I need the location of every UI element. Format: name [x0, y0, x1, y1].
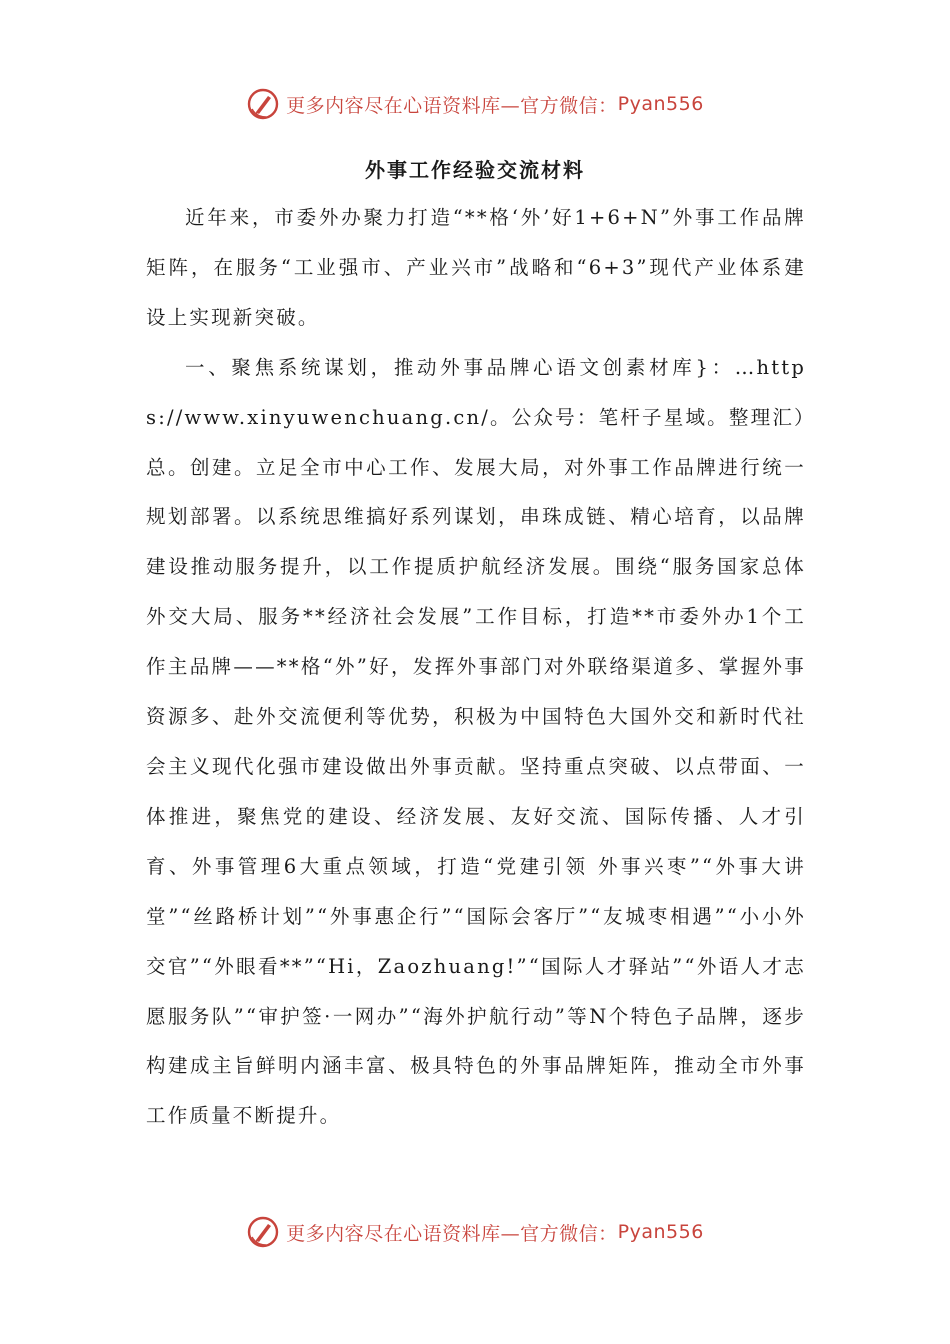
- paragraph-intro: 近年来，市委外办聚力打造“**格‘外’好1+6+N”外事工作品牌矩阵，在服务“工业强市、产业兴市”战略和“6+3”现代产业体系建设上实现新突破。: [146, 206, 806, 329]
- footer-watermark: [0, 1212, 950, 1252]
- header-watermark: [0, 84, 950, 124]
- watermark-text: 更多内容尽在心语资料库—官方微信：: [286, 1222, 618, 1245]
- watermark-text: 更多内容尽在心语资料库—官方微信：: [286, 94, 618, 117]
- pen-circle-logo-icon: [246, 1215, 280, 1249]
- paragraph-section-one: 一、聚焦系统谋划，推动外事品牌心语文创素材库}：…https://www.xinyuwenchuang.cn/。公众号：笔杆子星域。整理汇）总。创建。立足全市中心工作、发展大局，对外事工作品牌进行统一规划部署。以系统思维搞好系列谋划，串珠成链、精心培育，以品牌建设推动服务提升，以工作提质护航经济发展。围绕“服务国家总体外交大局、服务**经济社会发展”工作目标，打造**市委外办1个工作主品牌——**格“外”好，发挥外事部门对外联络渠道多、掌握外事资源多、赴外交流便利等优势，积极为中国特色大国外交和新时代社会主义现代化强市建设做出外事贡献。坚持重点突破、以点带面、一体推进，聚焦党的建设、经济发展、友好交流、国际传播、人才引育、外事管理6大重点领域，打造“党建引领 外事兴枣”“外事大讲堂”“丝路桥计划”“外事惠企行”“国际会客厅”“友城枣相遇”“小小外交官”“外眼看**”“Hi，Zaozhuang!”“国际人才驿站”“外语人才志愿服务队”“审护签·一网办”“海外护航行动”等N个特色子品牌，逐步构建成主旨鲜明内涵丰富、极具特色的外事品牌矩阵，推动全市外事工作质量不断提升。: [146, 355, 806, 1128]
- watermark-wechat-id: Pyan556: [617, 93, 704, 115]
- watermark-wechat-id: Pyan556: [617, 1221, 704, 1243]
- pen-circle-logo-icon: [246, 87, 280, 121]
- document-body: [146, 193, 806, 1141]
- document-title: 外事工作经验交流材料: [365, 158, 585, 182]
